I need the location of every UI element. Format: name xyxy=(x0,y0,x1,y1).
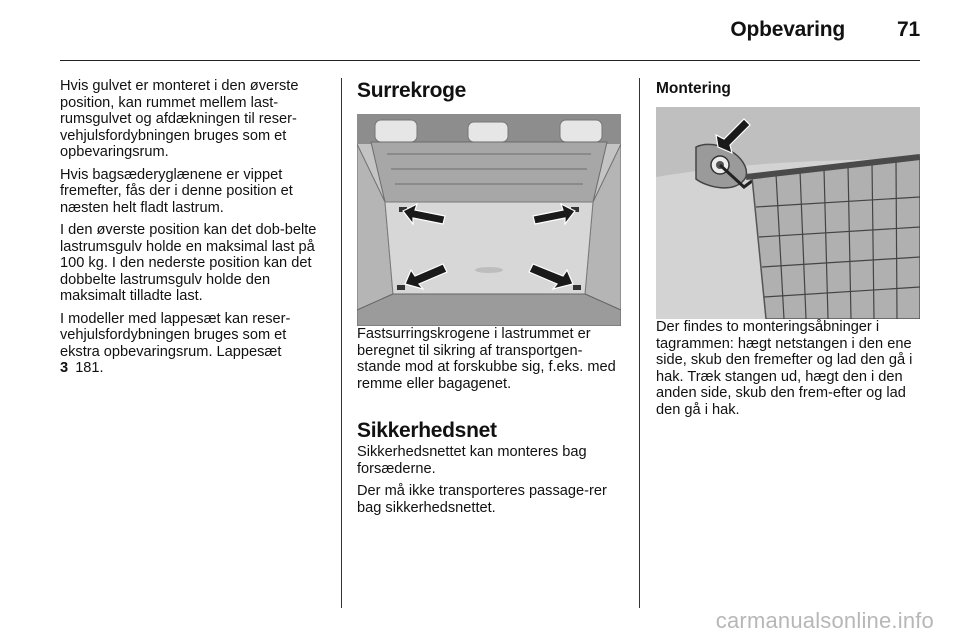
paragraph: I den øverste position kan det dob-belte lastrumsgulv holde en maksimal last på 100 kg. I den nederste position kan det dobbelte lastrumsgulv holde den maksimalt tilladte last. xyxy=(60,222,317,304)
cargo-hooks-figure xyxy=(357,114,621,326)
paragraph: Sikkerhedsnettet kan monteres bag forsæderne. xyxy=(357,444,587,477)
column-left xyxy=(60,78,326,383)
paragraph: Hvis bagsæderyglænene er vippet fremefter, fås der i denne position et næsten helt fladt lastrum. xyxy=(60,166,293,216)
column-divider xyxy=(341,78,342,608)
page-title: Opbevaring xyxy=(730,18,846,41)
page-reference-link[interactable]: 181. xyxy=(75,360,104,376)
subsection-heading: Montering xyxy=(656,80,731,97)
page-header xyxy=(730,18,920,48)
page-number: 71 xyxy=(897,18,920,41)
paragraph: Der må ikke transporteres passage-rer bag sikkerhedsnettet. xyxy=(357,483,607,516)
paragraph xyxy=(60,311,326,377)
paragraph: Der findes to monteringsåbninger i tagrammen: hægt netstangen i den ene side, skub den fremefter og lad den gå i hak. Træk stangen ud, hægt den i den anden side, skub den frem-efter og lad den gå i hak. xyxy=(656,319,913,418)
watermark: carmanualsonline.info xyxy=(715,608,934,633)
paragraph: Fastsurringskrogene i lastrummet er beregnet til sikring af transportgen-stande mod at forskubbe sig, f.eks. med remme eller bagagenet. xyxy=(357,326,616,392)
column-right xyxy=(656,78,924,424)
section-heading: Sikkerhedsnet xyxy=(357,419,497,442)
header-rule xyxy=(60,60,920,61)
column-middle xyxy=(357,78,623,522)
paragraph-text: I modeller med lappesæt kan reser-vehjulsfordybningen bruges som et ekstra opbevaringsrum. Lappesæt xyxy=(60,310,291,360)
section-heading: Surrekroge xyxy=(357,79,467,102)
safety-net-mounting-figure xyxy=(656,107,920,319)
column-divider xyxy=(639,78,640,608)
page-reference-icon[interactable]: 3 xyxy=(60,360,69,376)
paragraph: Hvis gulvet er monteret i den øverste position, kan rummet mellem last-rumsgulvet og afdækningen til reser-vehjulsfordybningen bruges som et opbevaringsrum. xyxy=(60,78,299,160)
